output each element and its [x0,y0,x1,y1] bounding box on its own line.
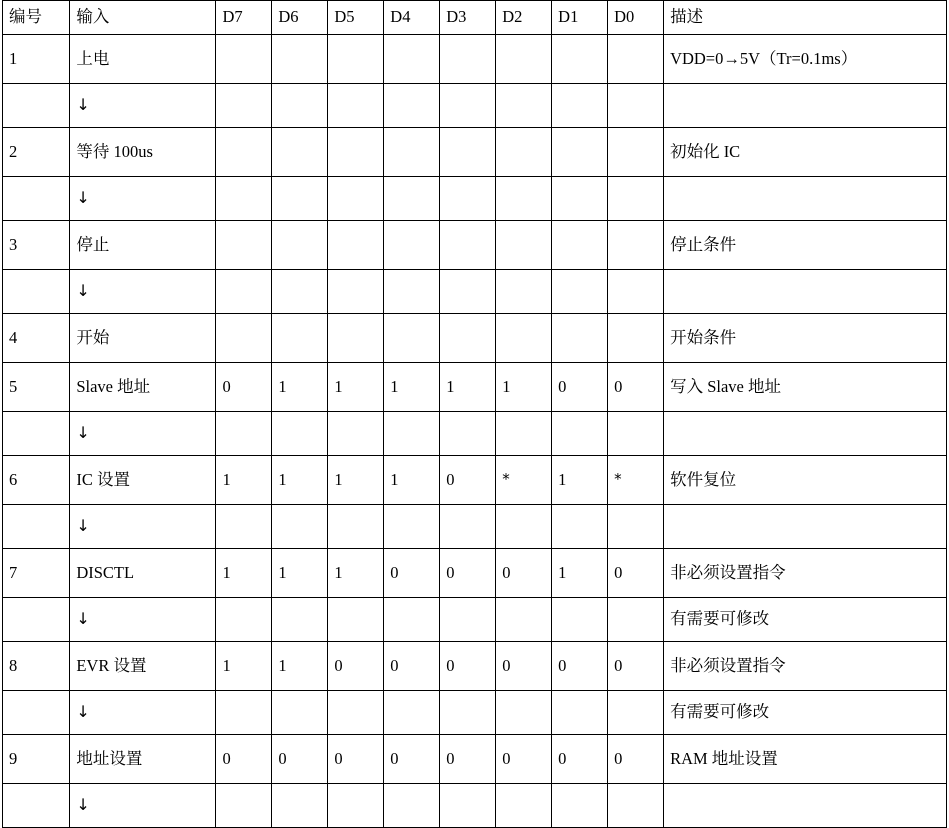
cell-bit-d1: 1 [552,456,608,505]
cell-bit-d5 [328,84,384,128]
header-cell-d6: D6 [272,1,328,35]
cell-bit-d6 [272,35,328,84]
cell-no: 2 [3,128,70,177]
cell-bit-d7 [216,412,272,456]
cell-bit-d2 [496,314,552,363]
cell-bit-d2 [496,84,552,128]
cell-bit-d1: 0 [552,363,608,412]
cell-bit-d4 [384,84,440,128]
cell-bit-d7: 1 [216,642,272,691]
cell-bit-d4 [384,128,440,177]
table-row-arrow [3,84,947,128]
cell-description [664,270,947,314]
cell-bit-d1: 1 [552,549,608,598]
header-cell-d0: D0 [608,1,664,35]
table-row [3,128,947,177]
header-cell-d7: D7 [216,1,272,35]
cell-bit-d3 [440,35,496,84]
cell-description [664,177,947,221]
cell-bit-d4 [384,270,440,314]
cell-bit-d7 [216,691,272,735]
cell-description: VDD=0→5V（Tr=0.1ms） [664,35,947,84]
cell-bit-d4: 0 [384,735,440,784]
cell-bit-d1 [552,177,608,221]
cell-bit-d6 [272,84,328,128]
down-arrow-icon: ↓ [70,177,216,221]
cell-bit-d0 [608,598,664,642]
header-cell-d5: D5 [328,1,384,35]
cell-bit-d4: 0 [384,549,440,598]
down-arrow-icon: ↓ [70,598,216,642]
cell-bit-d6: 1 [272,549,328,598]
cell-bit-d3: 0 [440,549,496,598]
cell-description: 写入 Slave 地址 [664,363,947,412]
cell-bit-d2: 0 [496,549,552,598]
down-arrow-icon: ↓ [70,505,216,549]
cell-no [3,784,70,828]
cell-bit-d0 [608,691,664,735]
cell-bit-d4 [384,35,440,84]
cell-bit-d0 [608,314,664,363]
cell-bit-d0 [608,84,664,128]
cell-no [3,270,70,314]
table-row-arrow [3,412,947,456]
cell-bit-d3 [440,505,496,549]
cell-bit-d7 [216,221,272,270]
cell-bit-d2 [496,35,552,84]
cell-bit-d1 [552,128,608,177]
cell-bit-d7 [216,84,272,128]
header-cell-d2: D2 [496,1,552,35]
cell-bit-d6 [272,784,328,828]
cell-bit-d2: 0 [496,642,552,691]
cell-bit-d3 [440,784,496,828]
cell-description: RAM 地址设置 [664,735,947,784]
cell-bit-d2 [496,128,552,177]
cell-bit-d1: 0 [552,642,608,691]
cell-bit-d0 [608,784,664,828]
table-row [3,363,947,412]
cell-description [664,505,947,549]
cell-bit-d1 [552,35,608,84]
cell-bit-d5: 1 [328,549,384,598]
table-row [3,549,947,598]
cell-no [3,505,70,549]
cell-input: DISCTL [70,549,216,598]
table-header-row [3,1,947,35]
cell-bit-d6: 1 [272,456,328,505]
table-row-arrow [3,598,947,642]
cell-bit-d0: * [608,456,664,505]
cell-bit-d1: 0 [552,735,608,784]
cell-bit-d0: 0 [608,549,664,598]
cell-bit-d5: 1 [328,363,384,412]
cell-bit-d4: 0 [384,642,440,691]
cell-description: 停止条件 [664,221,947,270]
cell-bit-d6: 1 [272,642,328,691]
table-row-arrow [3,177,947,221]
cell-bit-d5: 1 [328,456,384,505]
cell-description: 非必须设置指令 [664,549,947,598]
cell-bit-d3 [440,412,496,456]
cell-bit-d0 [608,128,664,177]
cell-bit-d7 [216,128,272,177]
cell-no [3,177,70,221]
down-arrow-icon: ↓ [70,412,216,456]
cell-bit-d5 [328,412,384,456]
cell-bit-d2 [496,177,552,221]
cell-bit-d5 [328,784,384,828]
cell-description: 有需要可修改 [664,598,947,642]
cell-input: 地址设置 [70,735,216,784]
cell-bit-d6 [272,128,328,177]
cell-bit-d6 [272,270,328,314]
cell-input: 等待 100us [70,128,216,177]
cell-bit-d0: 0 [608,363,664,412]
cell-input: 上电 [70,35,216,84]
cell-bit-d0: 0 [608,735,664,784]
header-cell-description: 描述 [664,1,947,35]
cell-bit-d1 [552,784,608,828]
cell-bit-d3 [440,128,496,177]
cell-bit-d7 [216,270,272,314]
cell-no: 8 [3,642,70,691]
cell-no [3,412,70,456]
cell-bit-d2 [496,784,552,828]
cell-no: 3 [3,221,70,270]
cell-bit-d0: 0 [608,642,664,691]
cell-description: 软件复位 [664,456,947,505]
cell-bit-d2 [496,270,552,314]
cell-bit-d7: 0 [216,735,272,784]
cell-bit-d3: 0 [440,456,496,505]
cell-no: 9 [3,735,70,784]
cell-bit-d2 [496,221,552,270]
cell-description: 有需要可修改 [664,691,947,735]
cell-bit-d4 [384,505,440,549]
cell-bit-d4 [384,314,440,363]
cell-bit-d4: 1 [384,363,440,412]
cell-bit-d4 [384,598,440,642]
cell-bit-d7: 1 [216,549,272,598]
header-cell-no: 编号 [3,1,70,35]
cell-bit-d1 [552,270,608,314]
cell-bit-d3 [440,270,496,314]
cell-bit-d5: 0 [328,642,384,691]
cell-bit-d2: 0 [496,735,552,784]
header-cell-d3: D3 [440,1,496,35]
cell-bit-d0 [608,270,664,314]
down-arrow-icon: ↓ [70,784,216,828]
cell-bit-d0 [608,412,664,456]
cell-bit-d5 [328,314,384,363]
down-arrow-icon: ↓ [70,270,216,314]
cell-bit-d7 [216,505,272,549]
cell-bit-d7 [216,177,272,221]
cell-bit-d3 [440,598,496,642]
cell-no: 6 [3,456,70,505]
table-body [3,1,947,828]
cell-bit-d7: 0 [216,363,272,412]
table-row-arrow [3,691,947,735]
cell-bit-d7 [216,35,272,84]
cell-no [3,84,70,128]
cell-input: 开始 [70,314,216,363]
cell-description [664,412,947,456]
cell-bit-d5 [328,128,384,177]
cell-bit-d4: 1 [384,456,440,505]
cell-no [3,598,70,642]
cell-input: EVR 设置 [70,642,216,691]
cell-bit-d5 [328,35,384,84]
cell-bit-d0 [608,221,664,270]
cell-bit-d1 [552,221,608,270]
cell-bit-d1 [552,505,608,549]
header-cell-input: 输入 [70,1,216,35]
table-row [3,314,947,363]
table-row-arrow [3,270,947,314]
down-arrow-icon: ↓ [70,84,216,128]
cell-bit-d3: 0 [440,735,496,784]
cell-description: 初始化 IC [664,128,947,177]
cell-bit-d5 [328,177,384,221]
cell-bit-d1 [552,598,608,642]
cell-bit-d6 [272,314,328,363]
cell-bit-d3 [440,221,496,270]
cell-bit-d5 [328,691,384,735]
cell-bit-d7 [216,784,272,828]
cell-bit-d3: 0 [440,642,496,691]
cell-bit-d6: 1 [272,363,328,412]
cell-bit-d3 [440,691,496,735]
table-row [3,735,947,784]
protocol-sequence-table [2,0,947,828]
cell-description [664,84,947,128]
cell-bit-d5 [328,270,384,314]
cell-bit-d2 [496,691,552,735]
cell-bit-d5: 0 [328,735,384,784]
cell-bit-d3 [440,84,496,128]
table-row [3,221,947,270]
cell-bit-d6 [272,691,328,735]
cell-bit-d6: 0 [272,735,328,784]
cell-bit-d4 [384,691,440,735]
cell-bit-d4 [384,177,440,221]
header-cell-d1: D1 [552,1,608,35]
cell-description: 开始条件 [664,314,947,363]
cell-no: 1 [3,35,70,84]
cell-description [664,784,947,828]
table-row-arrow [3,784,947,828]
cell-description: 非必须设置指令 [664,642,947,691]
down-arrow-icon: ↓ [70,691,216,735]
cell-bit-d1 [552,314,608,363]
cell-bit-d6 [272,177,328,221]
cell-bit-d2: * [496,456,552,505]
cell-bit-d2 [496,598,552,642]
cell-bit-d1 [552,412,608,456]
cell-bit-d2: 1 [496,363,552,412]
cell-no: 7 [3,549,70,598]
cell-bit-d7 [216,314,272,363]
cell-bit-d6 [272,505,328,549]
cell-input: Slave 地址 [70,363,216,412]
cell-bit-d3 [440,177,496,221]
cell-bit-d5 [328,221,384,270]
cell-bit-d3: 1 [440,363,496,412]
cell-bit-d0 [608,35,664,84]
cell-no: 4 [3,314,70,363]
header-cell-d4: D4 [384,1,440,35]
table-row-arrow [3,505,947,549]
table-row [3,642,947,691]
cell-bit-d1 [552,691,608,735]
cell-bit-d4 [384,784,440,828]
cell-input: 停止 [70,221,216,270]
cell-bit-d4 [384,221,440,270]
cell-bit-d5 [328,505,384,549]
cell-no: 5 [3,363,70,412]
cell-bit-d4 [384,412,440,456]
cell-bit-d2 [496,412,552,456]
cell-bit-d6 [272,412,328,456]
cell-bit-d3 [440,314,496,363]
cell-bit-d6 [272,221,328,270]
table-row [3,35,947,84]
cell-bit-d0 [608,177,664,221]
cell-bit-d0 [608,505,664,549]
cell-no [3,691,70,735]
cell-bit-d7: 1 [216,456,272,505]
table-row [3,456,947,505]
cell-input: IC 设置 [70,456,216,505]
cell-bit-d1 [552,84,608,128]
cell-bit-d5 [328,598,384,642]
cell-bit-d7 [216,598,272,642]
cell-bit-d2 [496,505,552,549]
cell-bit-d6 [272,598,328,642]
